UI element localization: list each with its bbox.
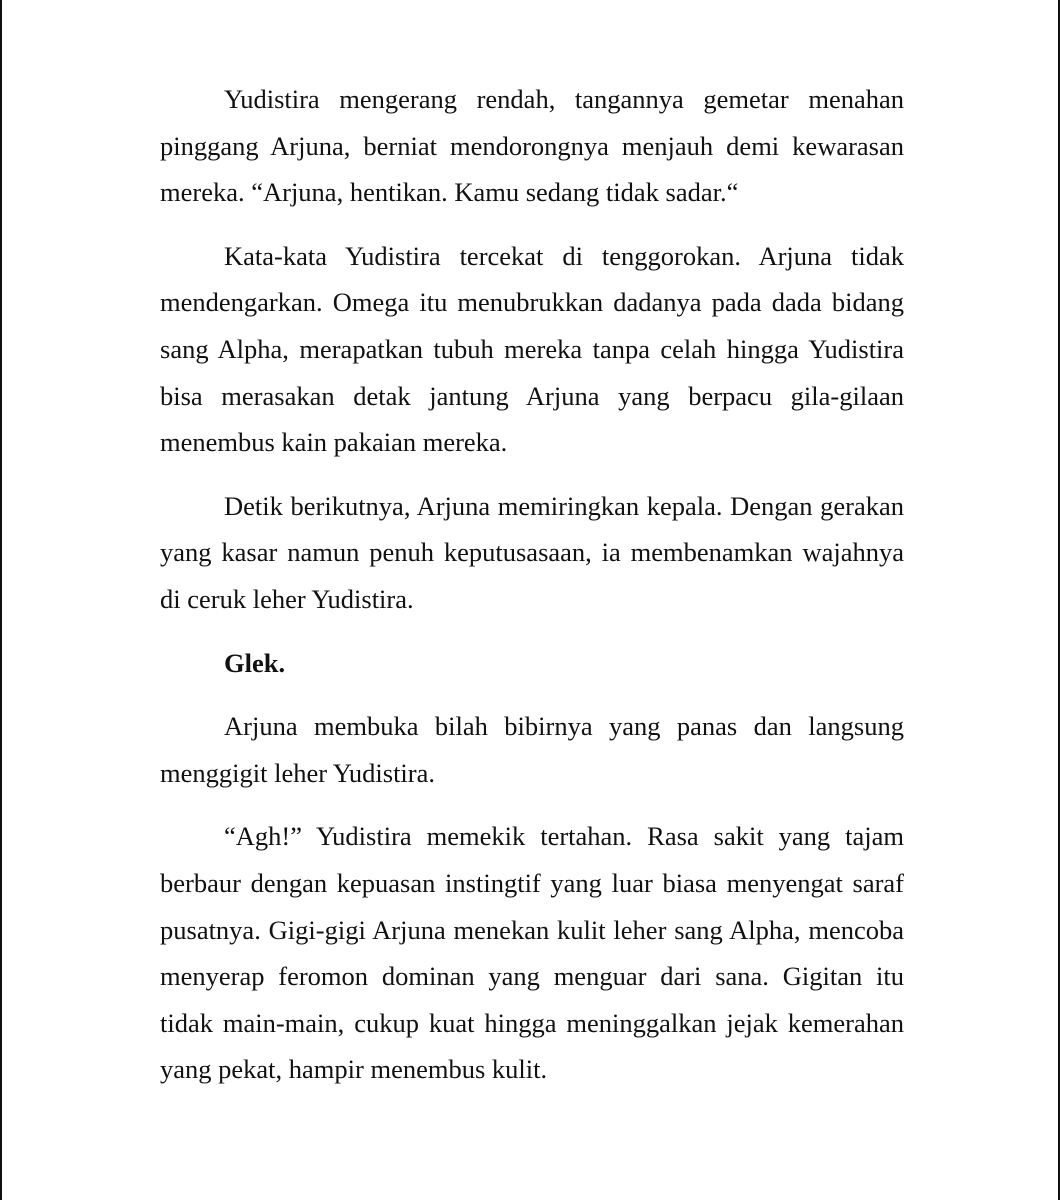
sound-effect-line: Glek. <box>224 647 286 678</box>
paragraph-1: Yudistira mengerang rendah, tangannya gemetar menahan pinggang Arjuna, berniat mendorongnya menjauh demi kewarasan mereka. “Arjuna, hentikan. Kamu sedang tidak sadar.“ <box>160 84 904 208</box>
document-body <box>160 76 904 1093</box>
paragraph-2: Kata-kata Yudistira tercekat di tenggorokan. Arjuna tidak mendengarkan. Omega itu menubrukkan dadanya pada dada bidang sang Alpha, merapatkan tubuh mereka tanpa celah hingga Yudistira bisa merasakan detak jantung Arjuna yang berpacu gila-gilaan menembus kain pakaian mereka. <box>160 240 904 458</box>
paragraph-6: “Agh!” Yudistira memekik tertahan. Rasa sakit yang tajam berbaur dengan kepuasan instingtif yang luar biasa menyengat saraf pusatnya. Gigi-gigi Arjuna menekan kulit leher sang Alpha, mencoba menyerap feromon dominan yang menguar dari sana. Gigitan itu tidak main-main, cukup kuat hingga meninggalkan jejak kemerahan yang pekat, hampir menembus kulit. <box>160 821 904 1085</box>
paragraph-5: Arjuna membuka bilah bibirnya yang panas dan langsung menggigit leher Yudistira. <box>160 711 904 788</box>
paragraph-3: Detik berikutnya, Arjuna memiringkan kepala. Dengan gerakan yang kasar namun penuh keputusasaan, ia membenamkan wajahnya di ceruk leher Yudistira. <box>160 490 904 614</box>
